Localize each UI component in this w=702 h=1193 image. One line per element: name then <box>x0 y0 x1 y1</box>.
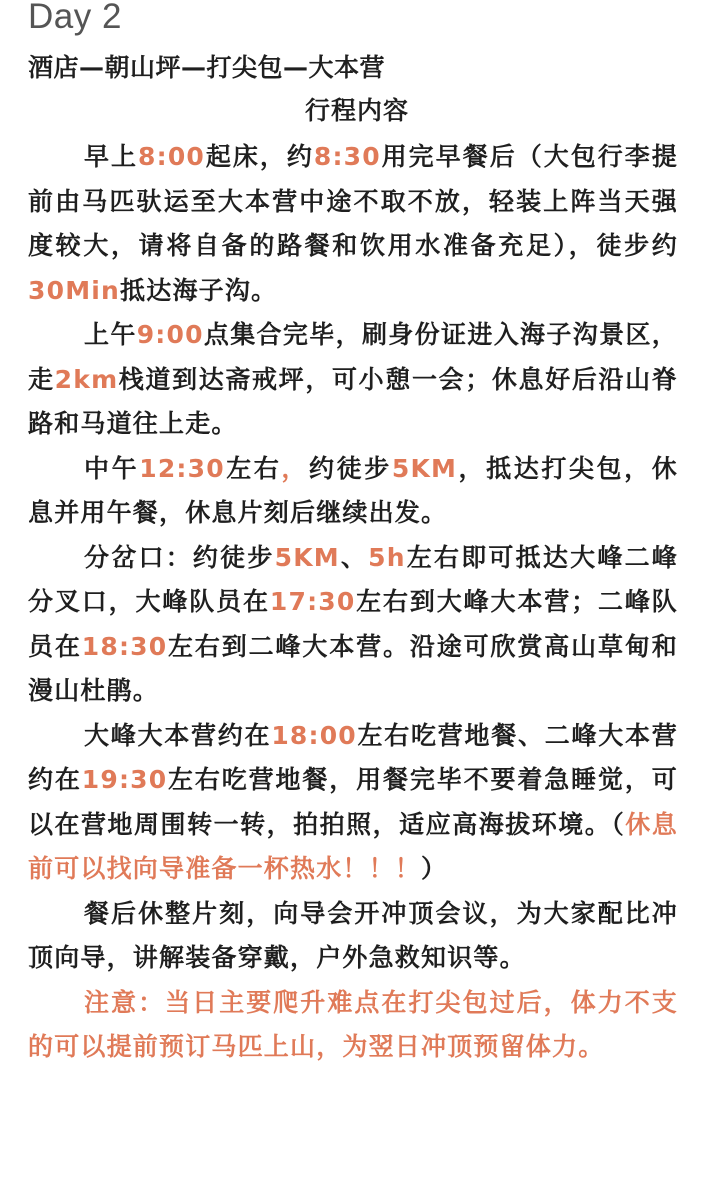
highlighted-text: 17:30 <box>269 587 356 616</box>
paragraph-text: 左右即可抵达大峰二峰分叉口，大峰队员在 <box>28 542 678 616</box>
highlighted-text: 30Min <box>28 275 121 305</box>
highlighted-text: 8:00 <box>138 142 206 171</box>
itinerary-paragraph <box>28 447 678 536</box>
itinerary-paragraph <box>28 135 678 313</box>
itinerary-paragraph <box>28 981 678 1070</box>
paragraph-text: 大峰大本营约在 <box>84 720 272 750</box>
highlighted-text: 18:30 <box>81 631 168 661</box>
highlighted-text: 8:30 <box>313 142 381 171</box>
itinerary-content <box>28 135 678 1070</box>
paragraph-text: 左右吃营地餐、二峰大本营约在 <box>28 720 678 794</box>
paragraph-text: 用完早餐后（大包行李提前由马匹驮运至大本营中途不取不放，轻装上阵当天强度较大，请将自备的路餐和饮用水准备充足），徒步约 <box>28 142 678 260</box>
paragraph-text: 左右到二峰大本营。沿途可欣赏高山草甸和漫山杜鹃。 <box>28 631 678 705</box>
day-title: Day 2 <box>28 0 122 36</box>
highlighted-text: 19:30 <box>81 765 168 794</box>
highlighted-text: 休息前可以找向导准备一杯热水！！！ <box>28 809 678 883</box>
itinerary-paragraph <box>28 536 678 714</box>
highlighted-text: 5h <box>368 542 406 572</box>
paragraph-text: 早上 <box>84 142 139 171</box>
route-title: 酒店—朝山坪—打尖包—大本营 <box>28 53 386 82</box>
paragraph-text: 上午 <box>84 320 137 349</box>
paragraph-text: 左右到大峰大本营；二峰队员在 <box>28 587 678 661</box>
itinerary-paragraph <box>28 714 678 892</box>
paragraph-text: 栈道到达斋戒坪，可小憩一会；休息好后沿山脊路和马道往上走。 <box>28 364 679 438</box>
highlighted-text: ， <box>281 453 310 483</box>
itinerary-paragraph <box>28 313 678 447</box>
highlighted-text: 18:00 <box>271 720 357 750</box>
paragraph-text: 左右吃营地餐，用餐完毕不要着急睡觉，可以在营地周围转一转，拍拍照，适应高海拔环境。（ <box>28 765 678 839</box>
highlighted-text: 9:00 <box>136 320 204 349</box>
highlighted-text: 2km <box>54 364 119 394</box>
paragraph-text: 左右 <box>224 453 282 483</box>
paragraph-text: 点集合完毕，刷身份证进入海子沟景区，走 <box>28 320 678 394</box>
paragraph-text: 中午 <box>84 453 140 483</box>
paragraph-text: 餐后休整片刻，向导会开冲顶会议，为大家配比冲顶向导，讲解装备穿戴，户外急救知识等。 <box>28 898 678 972</box>
paragraph-text: 约徒步 <box>309 453 392 483</box>
paragraph-text: 起床，约 <box>205 142 314 171</box>
paragraph-text: 、 <box>339 542 369 572</box>
itinerary-paragraph <box>28 892 678 981</box>
highlighted-text: 注意：当日主要爬升难点在打尖包过后，体力不支的可以提前预订马匹上山，为翌日冲顶预留体力。 <box>28 987 678 1061</box>
highlighted-text: 5KM <box>274 542 340 572</box>
paragraph-text: 抵达海子沟。 <box>120 275 278 305</box>
paragraph-text: 分岔口：约徒步 <box>84 542 275 572</box>
section-heading: 行程内容 <box>304 96 409 125</box>
paragraph-text: ，抵达打尖包，休息并用午餐，休息片刻后继续出发。 <box>28 453 678 527</box>
paragraph-text: ） <box>421 854 448 883</box>
highlighted-text: 5KM <box>391 453 458 483</box>
highlighted-text: 12:30 <box>139 453 225 483</box>
